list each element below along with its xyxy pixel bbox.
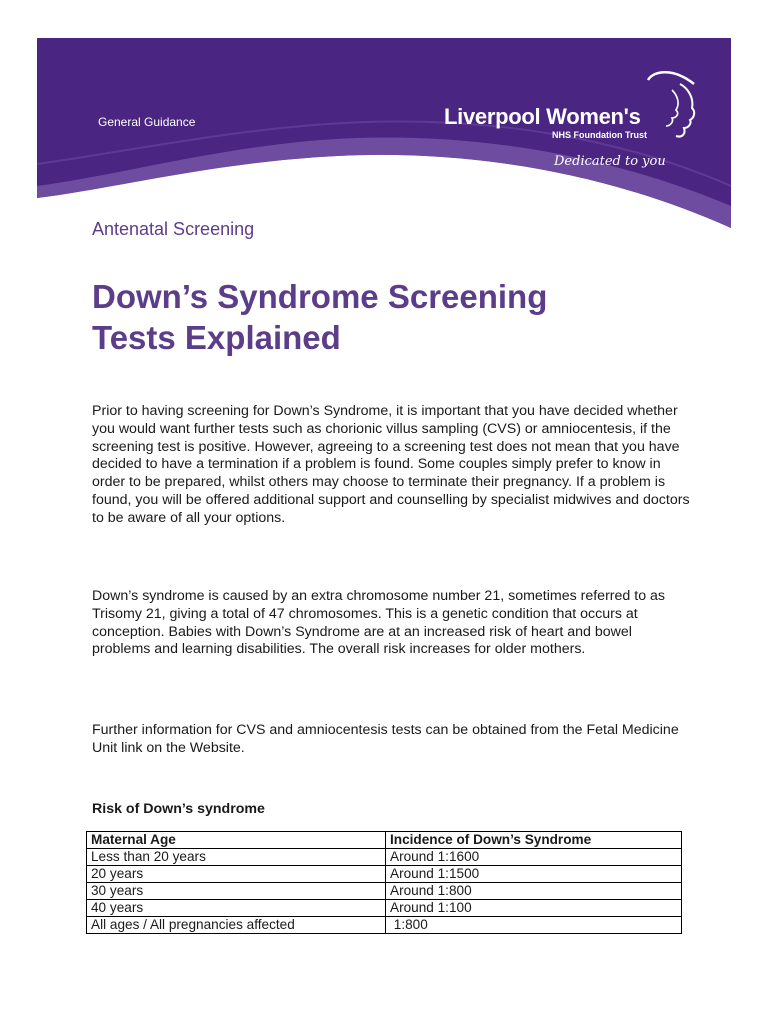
table-row: [87, 900, 682, 917]
general-guidance-label: General Guidance: [98, 115, 196, 129]
column-header: Maternal Age: [87, 832, 386, 849]
organisation-trust: NHS Foundation Trust: [552, 130, 647, 140]
table-cell: All ages / All pregnancies affected: [87, 917, 386, 934]
section-label: Antenatal Screening: [92, 219, 255, 239]
table-cell: Around 1:100: [386, 900, 682, 917]
table-cell: 30 years: [87, 883, 386, 900]
cause-paragraph: Down’s syndrome is caused by an extra chromosome number 21, sometimes referred to as Trisomy 21, giving a total of 47 chromosomes. This is a genetic condition that occurs at conception. Babies with Down’s Syndrome are at an increased risk of heart and bowel problems and learning disabilities. The overall risk increases for older mothers.: [92, 588, 666, 658]
organisation-tagline: Dedicated to you: [554, 154, 666, 169]
risk-table-heading: Risk of Down’s syndrome: [92, 801, 265, 817]
table-row: [87, 866, 682, 883]
table-row: [87, 883, 682, 900]
table-header-row: [87, 832, 682, 849]
table-cell: Around 1:1600: [386, 849, 682, 866]
table-cell: 20 years: [87, 866, 386, 883]
page-title: [92, 276, 692, 358]
table-cell: Less than 20 years: [87, 849, 386, 866]
page-title-line-1: Down’s Syndrome Screening: [92, 278, 548, 315]
column-header: Incidence of Down’s Syndrome: [386, 832, 682, 849]
table-row: [87, 917, 682, 934]
page-title-line-2: Tests Explained: [92, 319, 341, 356]
table-cell: 1:800: [386, 917, 682, 934]
organisation-logo: [444, 66, 714, 181]
table-cell: Around 1:1500: [386, 866, 682, 883]
organisation-name: Liverpool Women's: [444, 104, 641, 129]
table-cell: 40 years: [87, 900, 386, 917]
table-cell: Around 1:800: [386, 883, 682, 900]
intro-paragraph: Prior to having screening for Down’s Syndrome, it is important that you have decided whether you would want further tests such as chorionic villus sampling (CVS) or amniocentesis, if the screening test is positive. However, agreeing to a screening test does not mean that you have decided to have a termination if a problem is found. Some couples simply prefer to know in order to be prepared, whilst others may choose to terminate their pregnancy. If a problem is found, you will be offered additional support and counselling by specialist midwives and doctors to be aware of all your options.: [92, 403, 690, 526]
table-row: [87, 849, 682, 866]
risk-table: [86, 831, 682, 934]
further-info-paragraph: Further information for CVS and amniocentesis tests can be obtained from the Fetal Medicine Unit link on the Website.: [92, 722, 679, 756]
